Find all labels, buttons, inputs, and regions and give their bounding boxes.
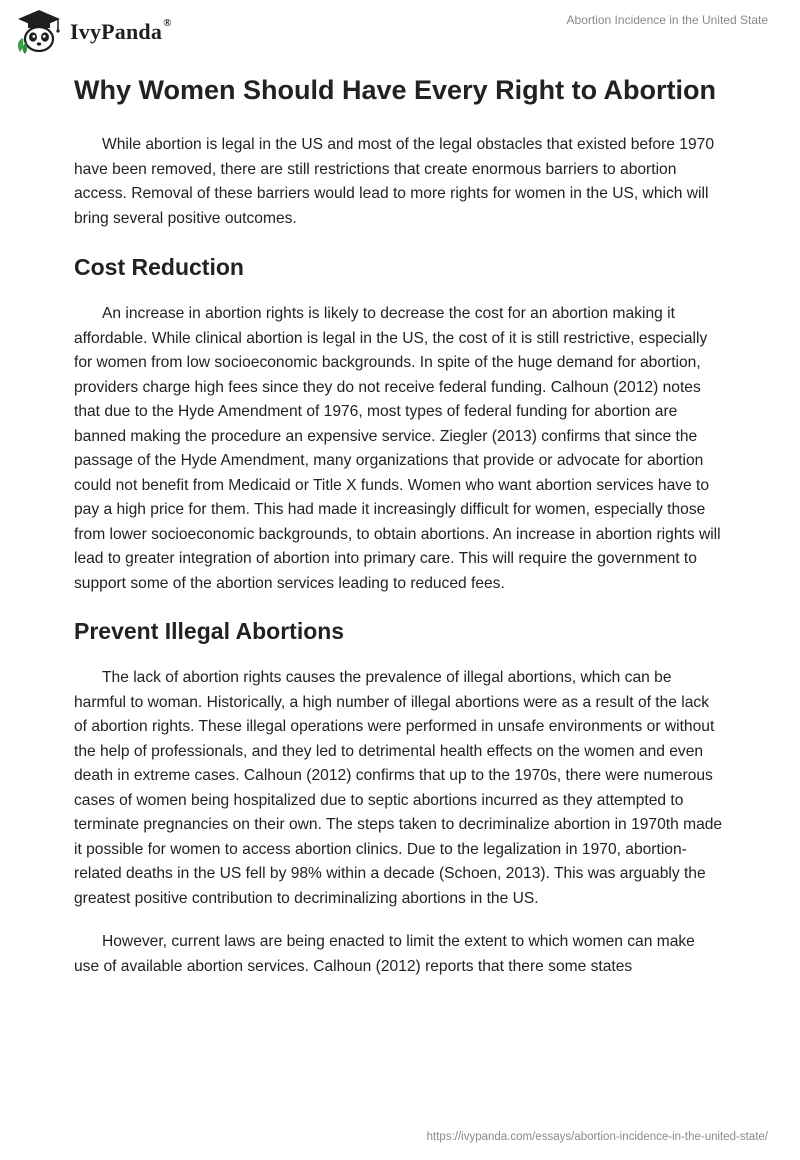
article-body: [74, 70, 724, 979]
section-heading-cost-reduction: Cost Reduction: [74, 254, 244, 280]
brand-name-text: IvyPanda: [70, 19, 163, 44]
page-header: [0, 0, 800, 64]
article-title: Why Women Should Have Every Right to Abortion: [74, 75, 717, 105]
intro-paragraph: While abortion is legal in the US and most of the legal obstacles that existed before 1970 have been removed, there are still restrictions that create enormous barriers to abortion access. Removal of these barriers would lead to more rights for women in the US, which will bring several positive outcomes.: [74, 136, 714, 227]
footer-source-url[interactable]: https://ivypanda.com/essays/abortion-incidence-in-the-united-state/: [426, 1131, 768, 1143]
cost-reduction-paragraph: An increase in abortion rights is likely to decrease the cost for an abortion making it affordable. While clinical abortion is legal in the US, the cost of it is still restrictive, especially for women from low socioeconomic backgrounds. In spite of the huge demand for abortion, providers charge high fees since they do not receive federal funding. Calhoun (2012) notes that due to the Hyde Amendment of 1976, most types of federal funding for abortion are banned making the procedure an expensive service. Ziegler (2013) confirms that since the passage of the Hyde Amendment, many organizations that provide or advocate for abortion could not benefit from Medicaid or Title X funds. Women who want abortion services have to pay a high price for them. This had made it increasingly difficult for women, especially those from lower socioeconomic backgrounds, to obtain abortions. An increase in abortion rights will lead to greater integration of abortion into primary care. This will require the government to support some of the abortion services leading to reduced fees.: [74, 305, 721, 592]
registered-mark: ®: [163, 17, 172, 29]
header-document-title: Abortion Incidence in the United State: [566, 13, 768, 27]
brand-name: [70, 19, 172, 45]
ivypanda-logo[interactable]: [14, 8, 172, 56]
illegal-abortions-paragraph-1: The lack of abortion rights causes the prevalence of illegal abortions, which can be harmful to woman. Historically, a high number of illegal abortions were as a result of the lack of abortion rights. These illegal operations were performed in unsafe environments or without the help of professionals, and they led to detrimental health effects on the women and even death in extreme cases. Calhoun (2012) confirms that up to the 1970s, there were numerous cases of women being hospitalized due to septic abortions incurred as they attempted to terminate pregnancies on their own. The steps taken to decriminalize abortion in 1970th made it possible for women to access abortion clinics. Due to the legalization in 1970, abortion-related deaths in the US fell by 98% within a decade (Schoen, 2013). This was arguably the greatest positive contribution to decriminalizing abortions in the US.: [74, 669, 723, 907]
article-title-block: [74, 70, 724, 110]
panda-graduate-icon: [14, 8, 64, 56]
illegal-abortions-paragraph-2: However, current laws are being enacted to limit the extent to which women can make use of available abortion services. Calhoun (2012) reports that there some states: [74, 933, 695, 975]
section-heading-prevent-illegal-abortions: Prevent Illegal Abortions: [74, 618, 345, 644]
